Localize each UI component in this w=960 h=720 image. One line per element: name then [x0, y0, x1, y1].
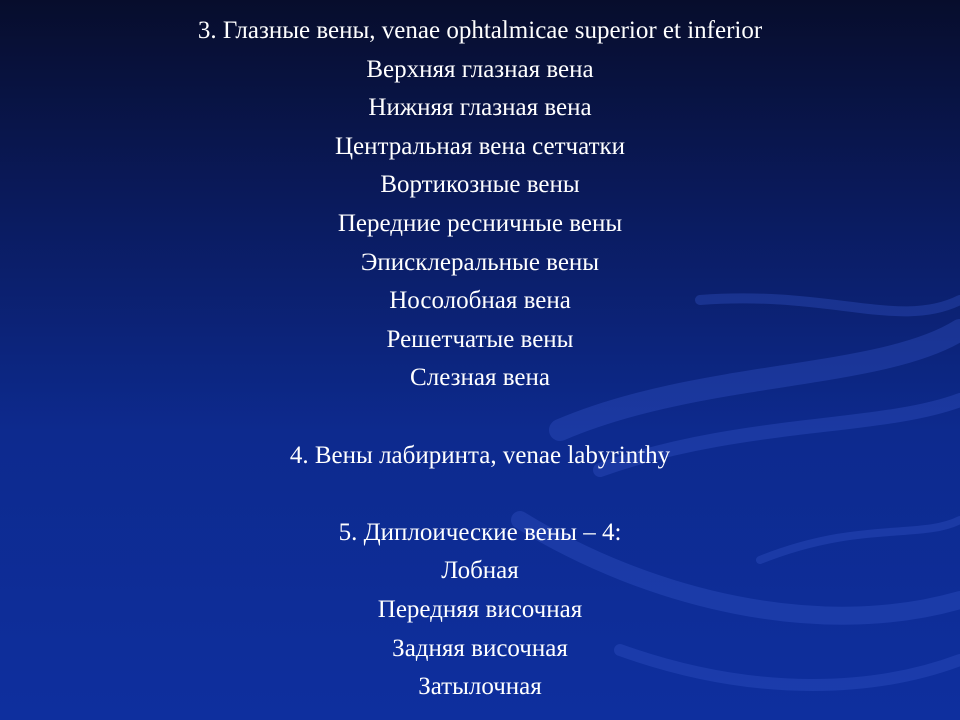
blank-line: [0, 475, 960, 514]
list-item-inferior-ophthalmic-vein: Нижняя глазная вена: [368, 94, 592, 122]
list-item-anterior-ciliary-veins: Передние ресничные вены: [337, 209, 623, 237]
blank-line: [0, 398, 960, 437]
list-item-episcleral-veins: Эписклеральные вены: [360, 248, 600, 276]
heading-ophthalmic-veins: 3. Глазные вены, venae ophtalmicae superior et inferior: [197, 17, 763, 44]
list-item-posterior-temporal: Задняя височная: [392, 634, 568, 662]
slide-text-block: [0, 12, 960, 707]
list-item-superior-ophthalmic-vein: Верхняя глазная вена: [366, 55, 594, 83]
heading-diploic-veins: 5. Диплоические вены – 4:: [338, 518, 622, 546]
list-item-central-retinal-vein: Центральная вена сетчатки: [334, 132, 626, 160]
list-item-occipital: Затылочная: [418, 673, 542, 701]
list-item-lacrimal-vein: Слезная вена: [410, 364, 550, 392]
list-item-frontal: Лобная: [441, 557, 519, 585]
heading-labyrinthine-veins: 4. Вены лабиринта, venae labyrinthy: [289, 441, 671, 469]
list-item-vorticose-veins: Вортикозные вены: [380, 171, 580, 199]
list-item-anterior-temporal: Передняя височная: [377, 595, 583, 623]
list-item-ethmoidal-veins: Решетчатые вены: [386, 325, 574, 353]
list-item-nasofrontal-vein: Носолобная вена: [389, 287, 571, 315]
